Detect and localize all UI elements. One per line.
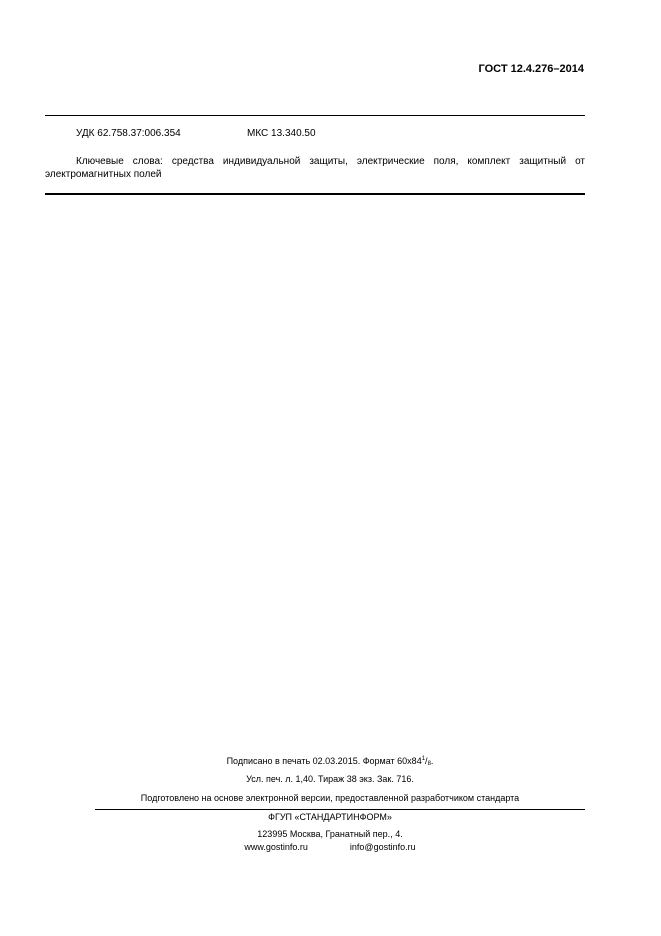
bottom-divider (45, 193, 585, 195)
udk-code: УДК 62.758.37:006.354 (76, 128, 181, 139)
signed-for-print-text: Подписано в печать 02.03.2015. Формат 60х84 (226, 756, 422, 766)
print-info-line: Усл. печ. л. 1,40. Тираж 38 экз. Зак. 716. (246, 774, 414, 784)
publisher-contacts (45, 842, 615, 852)
format-suffix: . (430, 756, 434, 766)
document-code: ГОСТ 12.4.276–2014 (478, 63, 584, 75)
signed-for-print-line (45, 756, 615, 767)
publisher-address: 123995 Москва, Гранатный пер., 4. (257, 829, 403, 839)
imprint-divider (95, 809, 585, 810)
format-slash: / (425, 756, 428, 766)
publisher-name: ФГУП «СТАНДАРТИНФОРМ» (268, 812, 392, 822)
format-numerator: 1 (421, 756, 426, 762)
prepared-note-line: Подготовлено на основе электронной версии, предоставленной разработчиком стандарта (140, 793, 520, 803)
mks-code: МКС 13.340.50 (247, 128, 316, 139)
email-link[interactable]: info@gostinfo.ru (349, 842, 416, 852)
keywords-paragraph: Ключевые слова: средства индивидуальной защиты, электрические поля, комплект защитный от электромагнитных полей (45, 156, 585, 180)
format-denominator: 8 (427, 761, 431, 767)
website-link[interactable]: www.gostinfo.ru (244, 842, 308, 852)
top-divider (45, 115, 585, 116)
classification-line (76, 128, 316, 139)
